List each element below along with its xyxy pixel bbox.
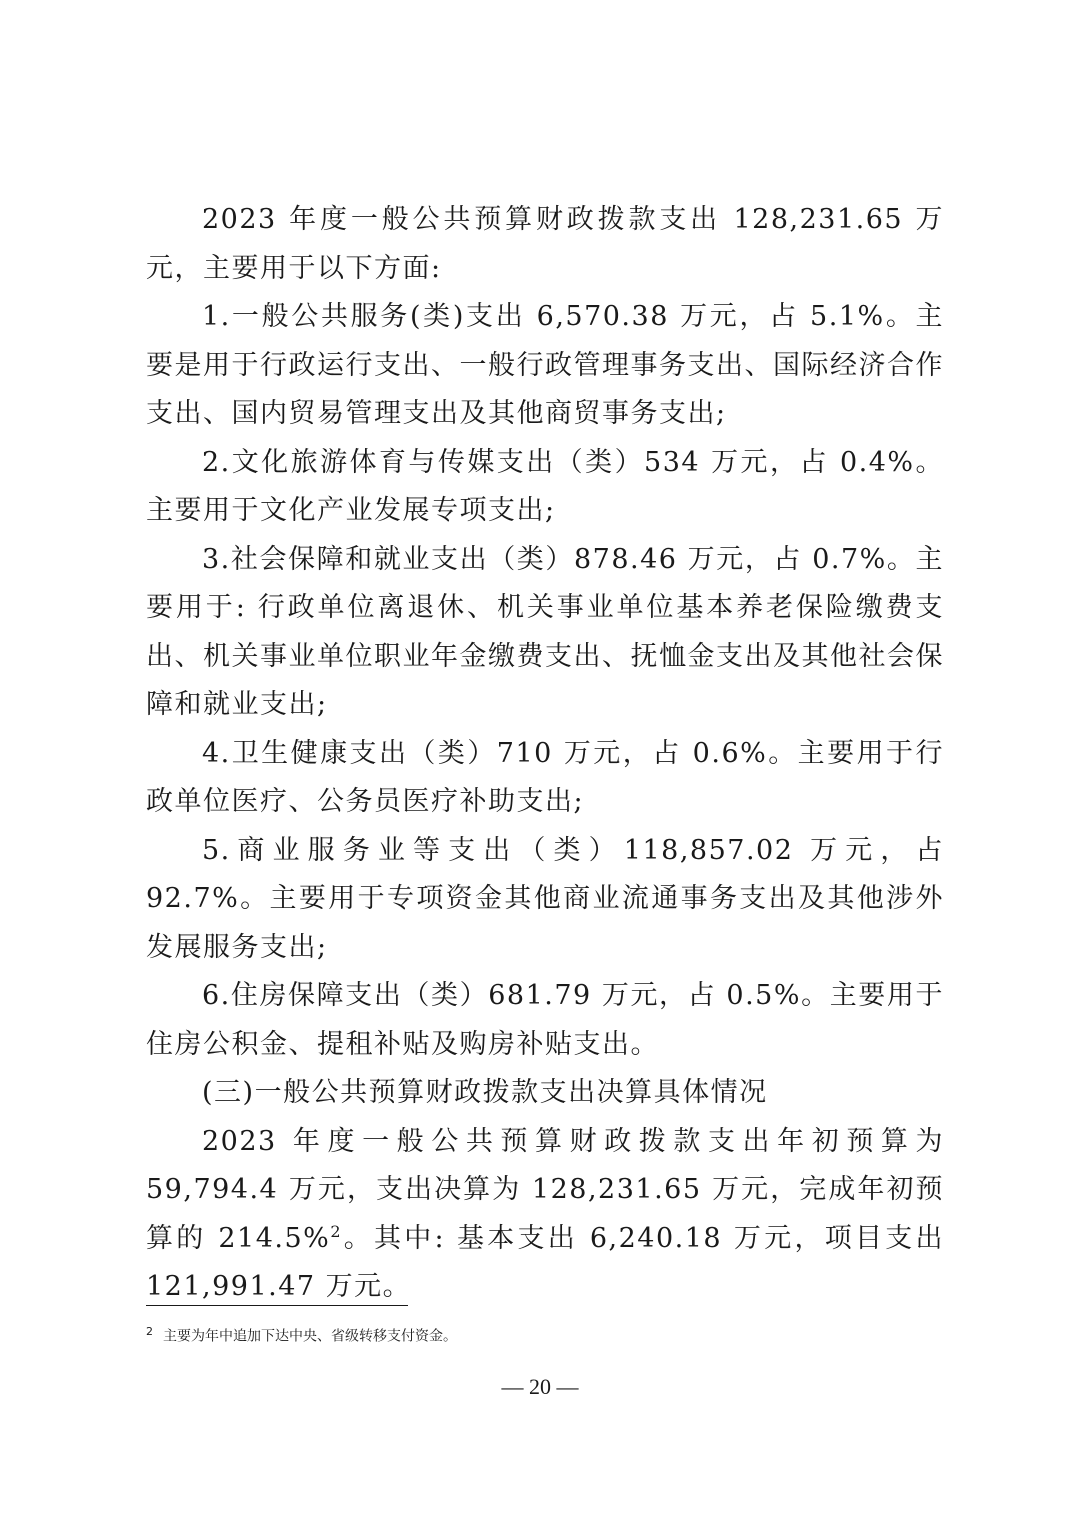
paragraph-commerce-services: 5.商业服务业等支出（类）118,857.02 万元，占 92.7%。主要用于专项资金其他商业流通事务支出及其他涉外发展服务支出;: [146, 834, 944, 963]
summary-text-before: 2023 年度一般公共预算财政拨款支出年初预算为 59,794.4 万元，支出决算为 128,231.65 万元，完成年初预算的 214.5%: [146, 1125, 944, 1254]
paragraph-health: 4.卫生健康支出（类）710 万元，占 0.6%。主要用于行政单位医疗、公务员医疗补助支出;: [146, 737, 944, 817]
section-heading: (三)一般公共预算财政拨款支出决算具体情况: [202, 1077, 768, 1108]
body-text: [146, 196, 944, 1312]
footnote: [146, 1322, 457, 1347]
summary-text-after: 。其中: 基本支出 6,240.18 万元，项目支出 121,991.47 万元。: [146, 1222, 944, 1302]
paragraph-total-expenditure: 2023 年度一般公共预算财政拨款支出 128,231.65 万元，主要用于以下方面:: [146, 204, 944, 284]
footnote-divider: [146, 1305, 408, 1306]
paragraph-budget-summary: [146, 1118, 944, 1312]
footnote-text: 主要为年中追加下达中央、省级转移支付资金。: [163, 1328, 457, 1345]
footnote-reference[interactable]: 2: [330, 1221, 342, 1241]
paragraph-housing: 6.住房保障支出（类）681.79 万元，占 0.5%。主要用于住房公积金、提租补贴及购房补贴支出。: [146, 980, 944, 1060]
footnote-mark: 2: [146, 1325, 153, 1338]
page-number: — 20 —: [501, 1374, 579, 1399]
paragraph-culture-tourism: 2.文化旅游体育与传媒支出（类）534 万元，占 0.4%。主要用于文化产业发展专项支出;: [146, 446, 944, 526]
paragraph-social-security: 3.社会保障和就业支出（类）878.46 万元，占 0.7%。主要用于: 行政单位离退休、机关事业单位基本养老保险缴费支出、机关事业单位职业年金缴费支出、抚恤金支出及其他社会保障和就业支出;: [146, 543, 944, 720]
paragraph-general-public-services: 1.一般公共服务(类)支出 6,570.38 万元，占 5.1%。主要是用于行政运行支出、一般行政管理事务支出、国际经济合作支出、国内贸易管理支出及其他商贸事务支出;: [146, 301, 944, 429]
